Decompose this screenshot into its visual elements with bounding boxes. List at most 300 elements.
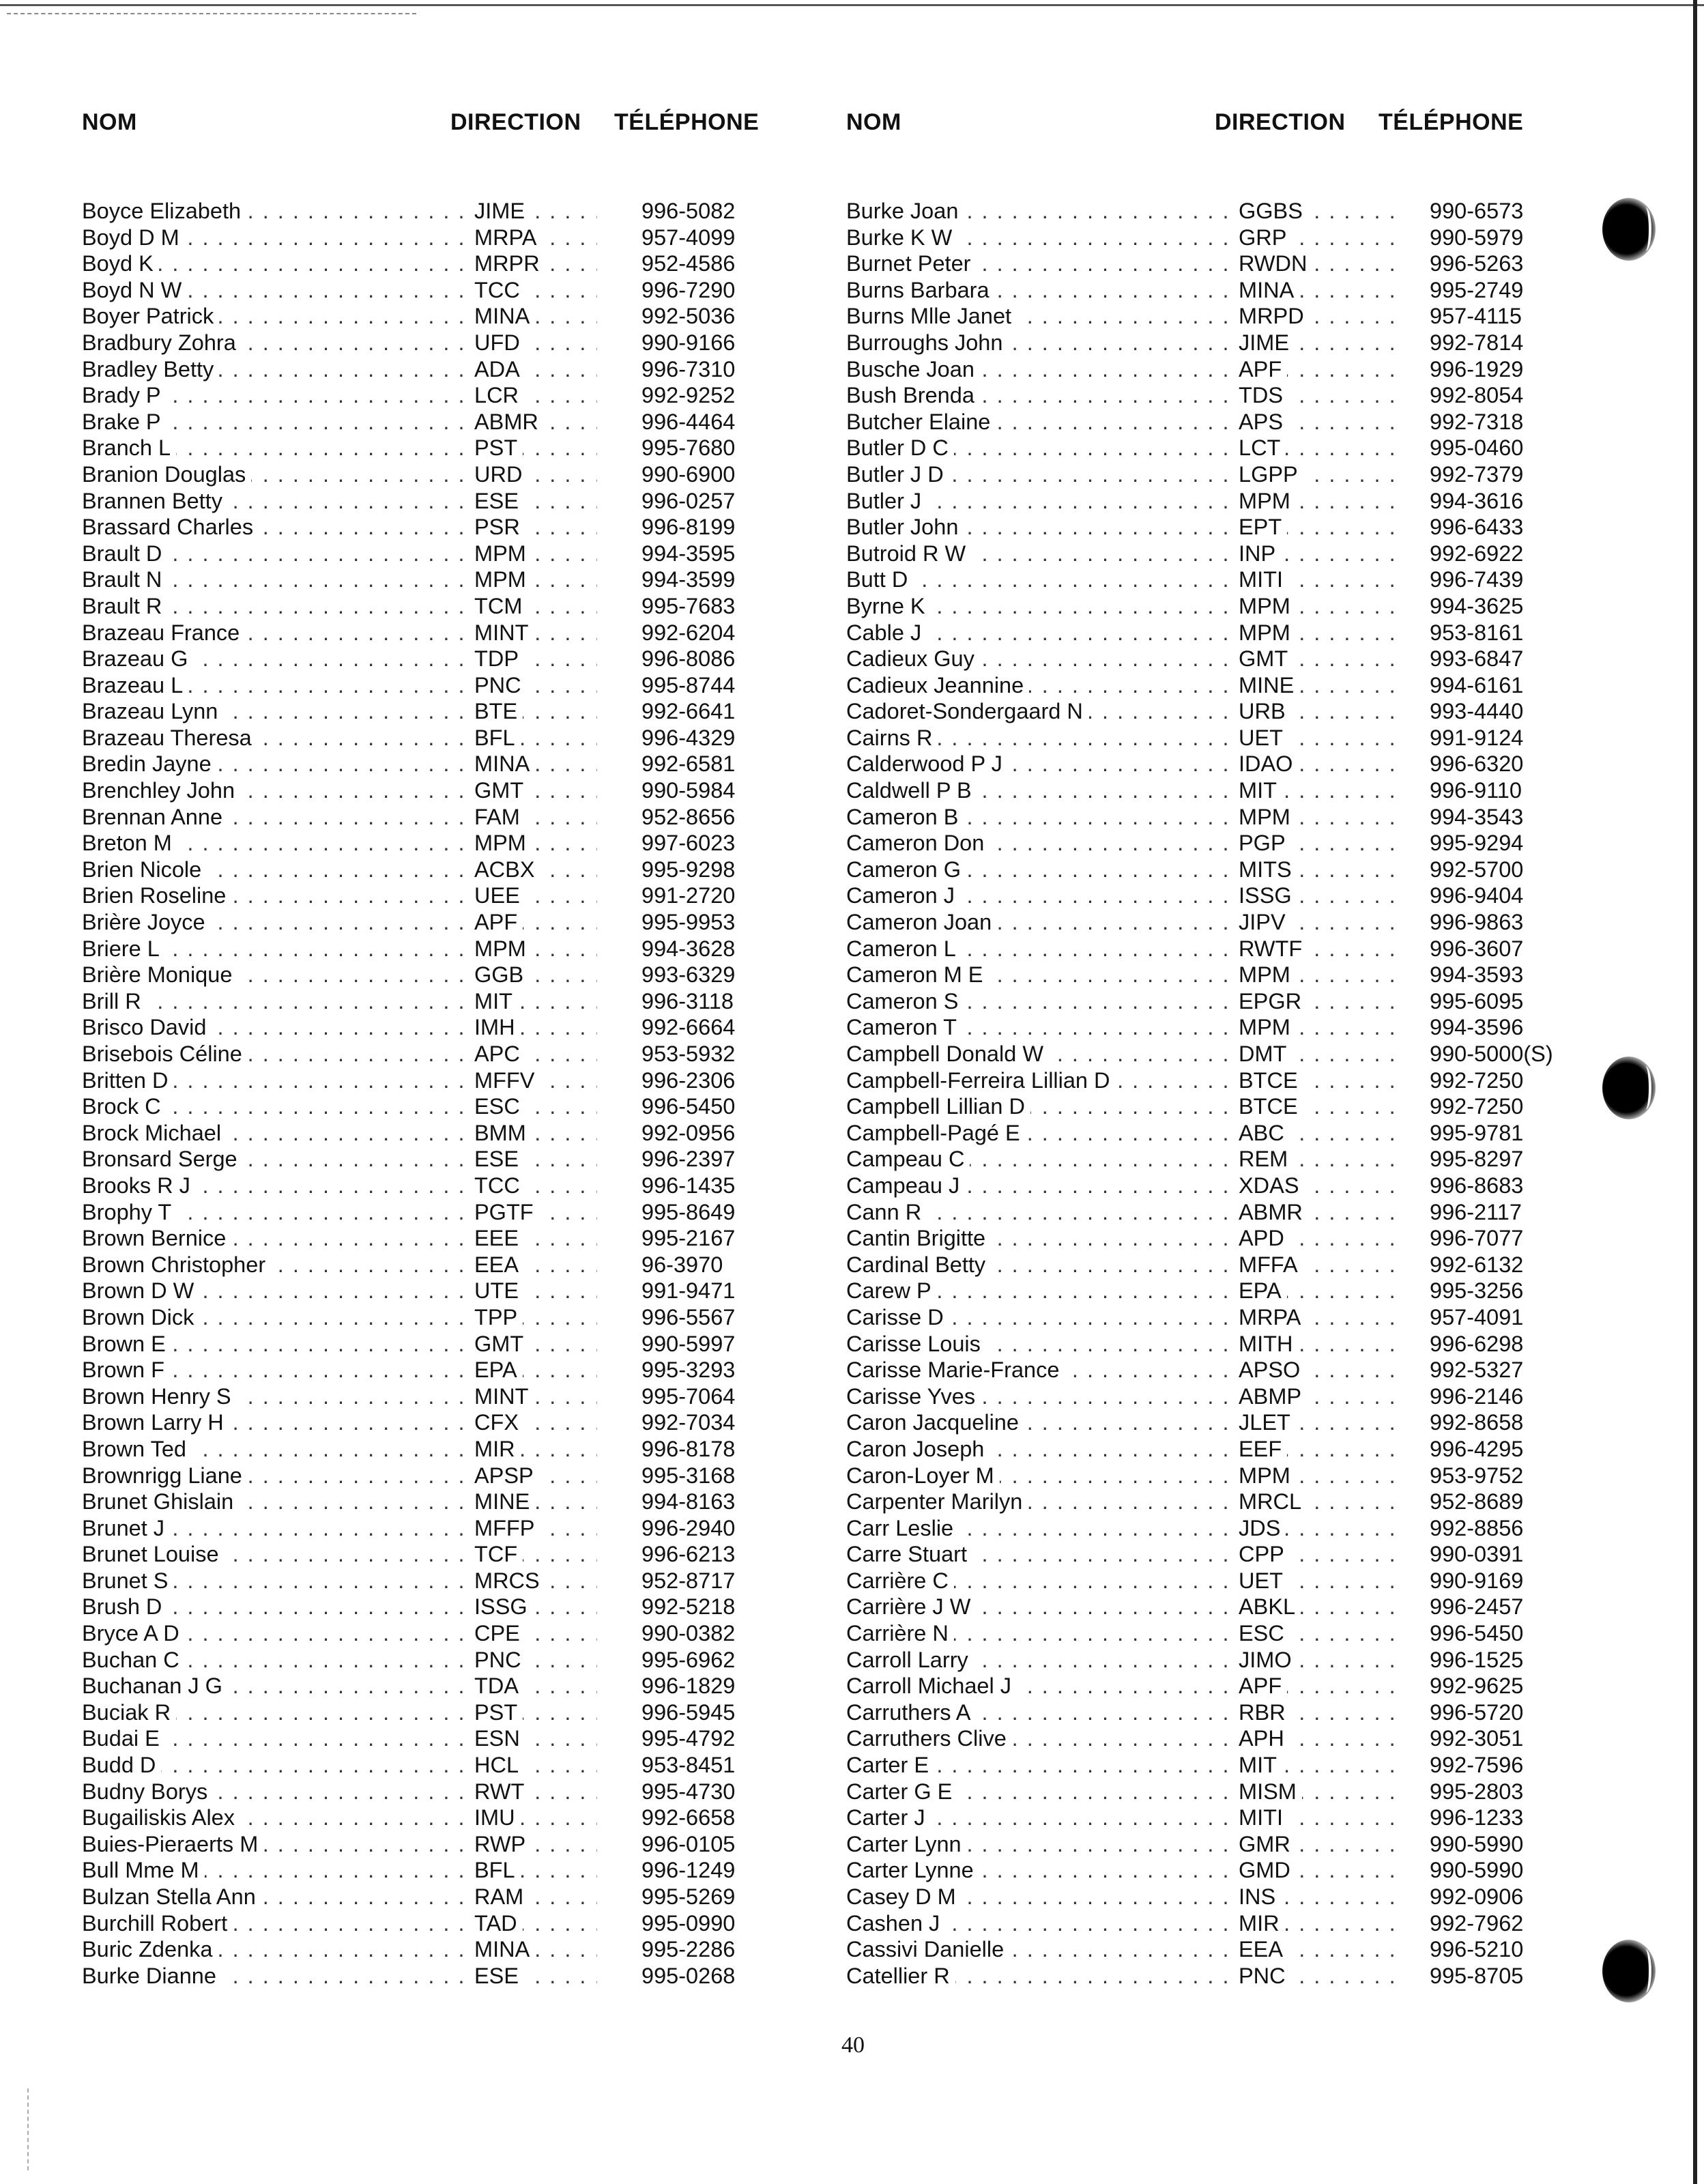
entry-name: Cashen J	[846, 1911, 945, 1936]
directory-entry	[846, 541, 1590, 567]
directory-entry	[846, 382, 1590, 409]
entry-telephone: 996-7290	[641, 277, 736, 302]
entry-name: Caldwell P B	[846, 778, 977, 803]
entry-telephone: 996-9404	[1430, 883, 1524, 908]
directory-entry	[82, 1331, 826, 1357]
entry-name: Bredin Jayne	[82, 751, 217, 776]
entry-name: Cardinal Betty	[846, 1252, 991, 1277]
directory-entry	[82, 1120, 826, 1147]
entry-direction: URD	[474, 462, 528, 487]
directory-entry	[82, 1752, 826, 1779]
entry-telephone: 996-9863	[1430, 910, 1524, 935]
entry-direction: MPM	[1239, 805, 1296, 829]
entry-telephone: 992-7318	[1430, 409, 1524, 434]
entry-direction: TCC	[474, 278, 525, 302]
entry-direction: APF	[1239, 357, 1287, 382]
entry-telephone: 992-6204	[641, 620, 736, 645]
entry-direction: GGB	[474, 962, 529, 987]
entry-telephone: 995-7683	[641, 593, 736, 618]
entry-name: Brazeau Lynn	[82, 699, 223, 723]
entry-telephone: 995-9294	[1430, 831, 1524, 856]
entry-telephone: 990-0391	[1430, 1542, 1524, 1567]
entry-telephone: 996-2940	[641, 1515, 736, 1540]
entry-telephone: 995-7680	[641, 435, 736, 461]
entry-name: Brien Roseline	[82, 883, 231, 908]
entry-telephone: 990-5979	[1430, 225, 1524, 250]
entry-direction: MRCS	[474, 1568, 545, 1593]
entry-direction: PNC	[474, 1648, 527, 1672]
directory-entry	[82, 1093, 826, 1120]
entry-telephone: 990-0382	[641, 1621, 736, 1646]
entry-direction: RWT	[474, 1779, 530, 1804]
entry-name: Brown Ted	[82, 1437, 192, 1461]
header-nom: NOM	[846, 109, 901, 135]
entry-name: Briere L	[82, 936, 165, 961]
entry-name: Cameron Don	[846, 831, 990, 855]
entry-direction: APSO	[1239, 1357, 1305, 1382]
entry-name: Carter E	[846, 1753, 934, 1777]
entry-telephone: 992-7379	[1430, 461, 1524, 487]
directory-entry	[82, 1963, 826, 1989]
directory-entry	[82, 277, 826, 304]
directory-entry	[82, 698, 826, 725]
directory-entry	[846, 1331, 1590, 1357]
entry-telephone: 994-3628	[641, 936, 736, 961]
entry-telephone: 996-1829	[641, 1673, 736, 1699]
entry-direction: MPM	[1239, 620, 1296, 645]
entry-direction: MRPA	[1239, 1305, 1307, 1330]
entry-name: Brown Christopher	[82, 1252, 271, 1277]
directory-entry	[82, 1647, 826, 1673]
entry-telephone: 994-3599	[641, 567, 736, 592]
entry-name: Carruthers A	[846, 1700, 976, 1725]
entry-name: Burns Mlle Janet	[846, 304, 1017, 328]
entry-telephone: 993-4440	[1430, 699, 1524, 724]
directory-entry	[82, 488, 826, 515]
directory-entry	[846, 698, 1590, 725]
directory-entry	[82, 751, 826, 777]
entry-name: Britten D	[82, 1068, 173, 1093]
directory-entry	[846, 1515, 1590, 1542]
directory-entry	[846, 1252, 1590, 1278]
entry-direction: XDAS	[1239, 1173, 1305, 1198]
directory-entry	[846, 1463, 1590, 1489]
entry-telephone: 992-0906	[1430, 1884, 1524, 1909]
entry-telephone: 957-4099	[641, 225, 736, 250]
entry-telephone: 996-5945	[641, 1699, 736, 1725]
entry-name: Carpenter Marilyn	[846, 1489, 1028, 1514]
entry-telephone: 953-8451	[641, 1753, 736, 1778]
entry-name: Brunet Ghislain	[82, 1489, 239, 1514]
directory-entry	[82, 1146, 826, 1173]
directory-entry	[846, 646, 1590, 672]
directory-entry	[846, 1489, 1590, 1515]
entry-name: Butroid R W	[846, 541, 971, 566]
entry-name: Brien Nicole	[82, 857, 207, 882]
entry-name: Breton M	[82, 831, 177, 855]
directory-entry	[846, 514, 1590, 541]
entry-direction: EPGR	[1239, 989, 1307, 1014]
entry-telephone: 996-5567	[641, 1304, 736, 1330]
entry-telephone: 996-1435	[641, 1173, 736, 1198]
entry-direction: MINA	[474, 1937, 535, 1962]
entry-telephone: 995-4730	[641, 1779, 736, 1804]
entry-name: Brownrigg Liane	[82, 1463, 248, 1488]
entry-telephone: 994-8163	[641, 1489, 736, 1514]
entry-direction: PST	[474, 1700, 523, 1725]
entry-direction: UET	[1239, 725, 1288, 750]
entry-direction: PSR	[474, 515, 525, 539]
entry-direction: ABMP	[1239, 1384, 1307, 1409]
directory-entry	[846, 1831, 1590, 1858]
entry-name: Brennan Anne	[82, 805, 228, 829]
entry-direction: LGPP	[1239, 462, 1303, 487]
directory-entry	[82, 356, 826, 383]
entry-direction: ESE	[474, 1147, 524, 1171]
directory-entry	[82, 936, 826, 962]
entry-name: Cable J	[846, 620, 927, 645]
directory-column-right	[846, 102, 1590, 1989]
entry-name: Branch L	[82, 435, 176, 460]
entry-direction: EPT	[1239, 515, 1287, 539]
directory-entry	[82, 1805, 826, 1831]
entry-name: Carr Leslie	[846, 1516, 959, 1540]
entry-direction: BFL	[474, 1858, 521, 1882]
entry-telephone: 992-5700	[1430, 857, 1524, 882]
directory-entry	[82, 1568, 826, 1594]
entry-telephone: 994-3596	[1430, 1015, 1524, 1040]
entry-name: Cadoret-Sondergaard N	[846, 699, 1088, 723]
directory-entry	[82, 1463, 826, 1489]
entry-telephone: 995-8297	[1430, 1147, 1524, 1172]
entry-name: Campbell-Pagé E	[846, 1121, 1026, 1145]
entry-name: Boyd D M	[82, 225, 185, 250]
entry-name: Carrière J W	[846, 1594, 976, 1619]
entry-direction: UFD	[474, 330, 525, 355]
entry-telephone: 996-5720	[1430, 1699, 1524, 1725]
directory-entry	[82, 1278, 826, 1304]
entry-telephone: 996-1525	[1430, 1647, 1524, 1672]
directory-entry	[846, 1278, 1590, 1304]
directory-entry	[846, 1752, 1590, 1779]
entry-telephone: 96-3970	[641, 1252, 723, 1277]
directory-entry	[846, 1436, 1590, 1463]
entry-direction: MPM	[474, 936, 532, 961]
directory-entry	[82, 566, 826, 593]
entry-telephone: 992-5036	[641, 304, 736, 329]
directory-entry	[846, 1963, 1590, 1989]
entry-direction: JIME	[1239, 330, 1295, 355]
entry-direction: PNC	[474, 673, 527, 698]
directory-entry	[846, 1093, 1590, 1120]
entry-name: Brazeau France	[82, 620, 245, 645]
entry-direction: MPM	[474, 541, 532, 566]
entry-telephone: 952-8689	[1430, 1489, 1524, 1514]
entry-direction: APC	[474, 1041, 525, 1066]
entry-name: Boyd K	[82, 251, 159, 276]
entry-direction: MINE	[1239, 673, 1299, 698]
directory-entry	[82, 435, 826, 461]
directory-entry	[82, 1831, 826, 1858]
entry-telephone: 996-2117	[1430, 1199, 1522, 1224]
entry-telephone: 996-4295	[1430, 1436, 1524, 1461]
entry-direction: MITI	[1239, 1805, 1288, 1830]
entry-telephone: 990-9169	[1430, 1568, 1524, 1593]
entry-telephone: 990-5984	[641, 778, 736, 803]
directory-entry	[846, 1910, 1590, 1937]
entry-direction: FAM	[474, 805, 525, 829]
entry-telephone: 992-5327	[1430, 1357, 1524, 1383]
entry-name: Cameron M E	[846, 962, 988, 987]
entry-direction: APF	[1239, 1673, 1287, 1698]
entry-name: Carrière C	[846, 1568, 954, 1593]
entry-telephone: 996-6298	[1430, 1331, 1524, 1356]
entry-name: Brazeau G	[82, 646, 193, 671]
entry-telephone: 995-0268	[641, 1963, 736, 1988]
entry-direction: UEE	[474, 883, 525, 908]
directory-entry	[846, 461, 1590, 488]
entry-telephone: 996-4464	[641, 409, 736, 434]
entry-telephone: 994-6161	[1430, 672, 1524, 698]
entry-telephone: 992-6658	[641, 1805, 736, 1830]
directory-entry	[82, 303, 826, 330]
entry-name: Calderwood P J	[846, 751, 1008, 776]
entry-direction: MPM	[1239, 1463, 1296, 1488]
entry-direction: TDS	[1239, 383, 1288, 407]
entry-telephone: 991-9471	[641, 1278, 736, 1304]
entry-direction: MIR	[1239, 1911, 1285, 1936]
entry-telephone: 996-7077	[1430, 1226, 1524, 1251]
entry-direction: RWTF	[1239, 936, 1308, 961]
header-direction: DIRECTION	[1215, 109, 1346, 135]
entry-direction: ABC	[1239, 1121, 1290, 1145]
entry-telephone: 995-4792	[641, 1726, 736, 1751]
entry-direction: DMT	[1239, 1041, 1292, 1066]
column-header-left	[82, 102, 826, 143]
entry-direction: GMT	[474, 1332, 529, 1356]
entry-name: Byrne K	[846, 594, 931, 618]
directory-entry	[82, 250, 826, 277]
entry-direction: TCC	[474, 1173, 525, 1198]
entry-name: Brown E	[82, 1332, 171, 1356]
entry-name: Carisse Yves	[846, 1384, 981, 1409]
entry-name: Brault D	[82, 541, 167, 566]
entry-name: Branion Douglas	[82, 462, 251, 487]
entry-telephone: 953-9752	[1430, 1463, 1524, 1488]
directory-entry	[82, 1541, 826, 1568]
entry-telephone: 996-3607	[1430, 936, 1524, 961]
directory-entry	[846, 1541, 1590, 1568]
entry-telephone: 995-8649	[641, 1199, 736, 1224]
directory-entry	[82, 1857, 826, 1884]
entry-telephone: 995-0460	[1430, 435, 1524, 461]
entry-direction: ABKL	[1239, 1594, 1301, 1619]
entry-direction: BTCE	[1239, 1068, 1303, 1093]
entry-telephone: 992-6922	[1430, 541, 1524, 566]
entry-name: Cameron J	[846, 883, 960, 908]
directory-entry	[846, 356, 1590, 383]
entry-direction: GMT	[474, 778, 529, 803]
entry-telephone: 992-8658	[1430, 1410, 1524, 1435]
directory-entry	[846, 1304, 1590, 1331]
entry-name: Brown Larry H	[82, 1410, 229, 1435]
directory-entry	[846, 1568, 1590, 1594]
entry-direction: APS	[1239, 410, 1288, 434]
entry-list-left	[82, 198, 826, 1989]
directory-entry	[82, 1910, 826, 1937]
directory-entry	[82, 1173, 826, 1199]
entry-telephone: 990-5990	[1430, 1831, 1524, 1856]
entry-telephone: 995-8705	[1430, 1963, 1524, 1988]
directory-entry	[846, 435, 1590, 461]
entry-name: Boyd N W	[82, 278, 187, 302]
entry-name: Brophy T	[82, 1200, 177, 1224]
entry-name: Brisebois Céline	[82, 1041, 248, 1066]
entry-telephone: 995-5269	[641, 1884, 736, 1909]
directory-entry	[846, 1225, 1590, 1252]
entry-direction: IMH	[474, 1015, 521, 1039]
entry-telephone: 996-1233	[1430, 1805, 1524, 1830]
header-telephone: TÉLÉPHONE	[1378, 109, 1524, 135]
entry-name: Brake P	[82, 410, 167, 434]
directory-entry	[846, 277, 1590, 304]
entry-name: Butler J	[846, 489, 927, 513]
entry-name: Buric Zdenka	[82, 1937, 218, 1962]
directory-entry	[82, 909, 826, 936]
entry-telephone: 995-3293	[641, 1357, 736, 1383]
directory-entry	[846, 1067, 1590, 1094]
entry-name: Brault R	[82, 594, 167, 618]
directory-entry	[82, 1041, 826, 1067]
entry-name: Cadieux Jeannine	[846, 673, 1029, 698]
entry-direction: EEE	[474, 1226, 524, 1250]
directory-entry	[846, 1146, 1590, 1173]
directory-entry	[82, 198, 826, 225]
entry-name: Cameron S	[846, 989, 964, 1014]
entry-name: Cameron B	[846, 805, 964, 829]
entry-direction: MISM	[1239, 1779, 1302, 1804]
entry-telephone: 990-6573	[1430, 199, 1524, 223]
directory-entry	[82, 225, 826, 251]
entry-direction: JIMO	[1239, 1648, 1297, 1672]
entry-telephone: 996-2306	[641, 1067, 736, 1093]
directory-entry	[82, 541, 826, 567]
entry-telephone: 995-0990	[641, 1910, 736, 1936]
entry-direction: MINE	[474, 1489, 535, 1514]
directory-entry	[846, 804, 1590, 831]
entry-telephone: 992-0956	[641, 1120, 736, 1145]
entry-telephone: 953-5932	[641, 1041, 736, 1066]
directory-entry	[82, 1594, 826, 1620]
binder-hole-icon	[1602, 198, 1656, 261]
entry-name: Caron-Loyer M	[846, 1463, 1000, 1488]
directory-entry	[846, 857, 1590, 883]
entry-direction: MPM	[474, 567, 532, 592]
entry-direction: JLET	[1239, 1410, 1296, 1435]
directory-entry	[846, 936, 1590, 962]
entry-name: Bradley Betty	[82, 357, 219, 382]
entry-direction: MINA	[1239, 278, 1299, 302]
entry-name: Brady P	[82, 383, 167, 407]
entry-direction: ABMR	[1239, 1200, 1308, 1224]
entry-direction: TCM	[474, 594, 528, 618]
entry-name: Brush D	[82, 1594, 167, 1619]
entry-direction: BTCE	[1239, 1094, 1303, 1119]
entry-direction: MINA	[474, 751, 535, 776]
entry-direction: GRP	[1239, 225, 1292, 250]
entry-telephone: 995-6095	[1430, 988, 1524, 1014]
entry-name: Carter J	[846, 1805, 931, 1830]
entry-telephone: 996-6213	[641, 1542, 736, 1567]
directory-entry	[846, 1120, 1590, 1147]
entry-direction: CFX	[474, 1410, 524, 1435]
entry-telephone: 994-3616	[1430, 488, 1524, 513]
entry-telephone: 992-7250	[1430, 1094, 1524, 1119]
entry-direction: TDA	[474, 1673, 524, 1698]
directory-entry	[82, 962, 826, 988]
entry-telephone: 996-2146	[1430, 1383, 1524, 1409]
entry-telephone: 996-2457	[1430, 1594, 1524, 1620]
entry-direction: GMR	[1239, 1832, 1296, 1856]
entry-direction: ESC	[1239, 1621, 1290, 1646]
entry-telephone: 992-7962	[1430, 1910, 1524, 1936]
directory-entry	[846, 1725, 1590, 1752]
entry-telephone: 996-1249	[641, 1858, 736, 1883]
directory-entry	[82, 1199, 826, 1226]
entry-telephone: 992-8856	[1430, 1515, 1524, 1540]
entry-list-right	[846, 198, 1590, 1989]
entry-direction: APSP	[474, 1463, 539, 1488]
directory-entry	[82, 382, 826, 409]
entry-telephone: 957-4091	[1430, 1304, 1524, 1330]
entry-telephone: 992-6664	[641, 1015, 736, 1040]
entry-name: Campeau C	[846, 1147, 970, 1171]
directory-entry	[82, 620, 826, 646]
entry-direction: ESE	[474, 1964, 524, 1988]
entry-direction: INP	[1239, 541, 1281, 566]
entry-name: Butcher Elaine	[846, 410, 996, 434]
entry-direction: MRPA	[474, 225, 543, 250]
directory-entry	[82, 1515, 826, 1542]
directory-entry	[846, 198, 1590, 225]
entry-direction: MPM	[1239, 594, 1296, 618]
entry-name: Brock Michael	[82, 1121, 227, 1145]
entry-name: Cameron Joan	[846, 910, 997, 934]
entry-telephone: 996-6320	[1430, 751, 1524, 777]
directory-entry	[82, 777, 826, 804]
entry-direction: APH	[1239, 1726, 1290, 1751]
column-header-right	[846, 102, 1590, 143]
directory-entry	[82, 461, 826, 488]
entry-name: Buies-Pieraerts M	[82, 1832, 263, 1856]
directory-entry	[846, 1409, 1590, 1436]
directory-entry	[846, 1805, 1590, 1831]
binder-hole-icon	[1602, 1940, 1656, 2002]
entry-name: Burroughs John	[846, 330, 1008, 355]
entry-name: Bryce A D	[82, 1621, 185, 1646]
directory-column-left	[82, 102, 826, 1989]
entry-direction: MIT	[1239, 778, 1282, 803]
entry-name: Burns Barbara	[846, 278, 995, 302]
entry-direction: MFFV	[474, 1068, 540, 1093]
entry-telephone: 991-9124	[1430, 725, 1524, 750]
entry-name: Brown Henry S	[82, 1384, 237, 1409]
entry-name: Caron Jacqueline	[846, 1410, 1024, 1435]
entry-direction: MINT	[474, 620, 534, 645]
entry-direction: RWDN	[1239, 251, 1313, 276]
directory-entry	[82, 725, 826, 751]
entry-name: Butler D C	[846, 435, 954, 460]
